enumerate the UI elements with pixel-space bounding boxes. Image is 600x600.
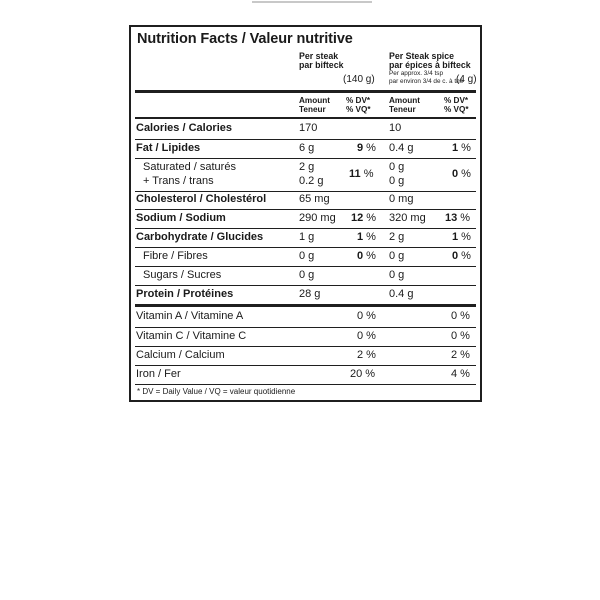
- row-divider: [135, 158, 476, 159]
- spice-approx-en: Per approx. 3/4 tsp: [389, 70, 443, 77]
- spice-sodium-dv: 13 %: [445, 212, 471, 224]
- nutrient-label-fibre: Fibre / Fibres: [143, 250, 208, 262]
- steak-sodium-dv: 12 %: [351, 212, 377, 224]
- steak-carbohydrate-dv: 1 %: [357, 231, 376, 243]
- steak-dv-head: % DV*: [346, 96, 371, 105]
- mineral-label-iron: Iron / Fer: [136, 368, 181, 380]
- label-title: Nutrition Facts / Valeur nutritive: [137, 31, 353, 47]
- spice-protein: 0.4 g: [389, 288, 414, 300]
- row-divider: [135, 365, 476, 366]
- nutrient-label-fat: Fat / Lipides: [136, 142, 201, 154]
- steak-protein: 28 g: [299, 288, 321, 300]
- spice-calories: 10: [389, 122, 402, 134]
- spice-header-fr: par épices à bifteck: [389, 60, 471, 70]
- nutrition-facts-label: [129, 25, 482, 402]
- row-divider: [135, 384, 476, 385]
- steak-vq-head: % VQ*: [346, 105, 371, 114]
- nutrient-label-calories: Calories / Calories: [136, 122, 232, 134]
- spice-fat-dv: 1 %: [452, 142, 471, 154]
- vitamin-label-a: Vitamin A / Vitamine A: [136, 310, 244, 322]
- subheader-divider: [135, 117, 476, 119]
- footnote: * DV = Daily Value / VQ = valeur quotidienne: [137, 387, 296, 396]
- steak-vitamin-c-dv: 0 %: [357, 330, 376, 342]
- row-divider: [135, 228, 476, 229]
- steak-sugars: 0 g: [299, 269, 315, 281]
- steak-saturated-dv: 11 %: [349, 168, 374, 180]
- steak-sodium: 290 mg: [299, 212, 336, 224]
- steak-teneur-head: Teneur: [299, 105, 326, 114]
- spice-dv-head: % DV*: [444, 96, 469, 105]
- spice-fibre-dv: 0 %: [452, 250, 471, 262]
- steak-vitamin-a-dv: 0 %: [357, 310, 376, 322]
- spice-approx-fr: par environ 3/4 de c. à thé: [389, 78, 464, 85]
- row-divider: [135, 346, 476, 347]
- spice-amount-head: Amount: [389, 96, 420, 105]
- steak-fat: 6 g: [299, 142, 315, 154]
- steak-trans: 0.2 g: [299, 175, 324, 187]
- nutrient-label-sodium: Sodium / Sodium: [136, 212, 226, 224]
- nutrient-label-sugars: Sugars / Sucres: [143, 269, 222, 281]
- row-divider: [135, 247, 476, 248]
- spice-carbohydrate: 2 g: [389, 231, 405, 243]
- row-divider: [135, 327, 476, 328]
- steak-saturated: 2 g: [299, 161, 315, 173]
- vitamin-label-c: Vitamin C / Vitamine C: [136, 330, 247, 342]
- spice-sugars: 0 g: [389, 269, 405, 281]
- spice-trans: 0 g: [389, 175, 405, 187]
- header-divider: [135, 90, 476, 93]
- steak-fat-dv: 9 %: [357, 142, 376, 154]
- spice-serving: (4 g): [456, 74, 477, 85]
- spice-teneur-head: Teneur: [389, 105, 416, 114]
- nutrient-label-saturated: Saturated / saturés: [143, 161, 236, 173]
- nutrient-label-trans: + Trans / trans: [143, 175, 214, 187]
- spice-vitamin-c-dv: 0 %: [451, 330, 470, 342]
- steak-fibre: 0 g: [299, 250, 315, 262]
- row-divider: [135, 209, 476, 210]
- spice-vq-head: % VQ*: [444, 105, 469, 114]
- steak-fibre-dv: 0 %: [357, 250, 376, 262]
- spice-vitamin-a-dv: 0 %: [451, 310, 470, 322]
- row-divider: [135, 191, 476, 192]
- spice-sodium: 320 mg: [389, 212, 426, 224]
- spice-calcium-dv: 2 %: [451, 349, 470, 361]
- row-divider: [135, 285, 476, 286]
- steak-serving: (140 g): [343, 74, 375, 85]
- steak-carbohydrate: 1 g: [299, 231, 315, 243]
- steak-header-fr: par bifteck: [299, 60, 344, 70]
- top-edge-mark: [252, 0, 372, 4]
- mineral-label-calcium: Calcium / Calcium: [136, 349, 225, 361]
- steak-cholesterol: 65 mg: [299, 193, 330, 205]
- row-divider: [135, 139, 476, 140]
- spice-saturated-dv: 0 %: [452, 168, 471, 180]
- spice-iron-dv: 4 %: [451, 368, 470, 380]
- steak-calories: 170: [299, 122, 318, 134]
- steak-header-en: Per steak: [299, 51, 339, 61]
- spice-carbohydrate-dv: 1 %: [452, 231, 471, 243]
- spice-header-en: Per Steak spice: [389, 51, 455, 61]
- steak-calcium-dv: 2 %: [357, 349, 376, 361]
- nutrient-label-protein: Protein / Protéines: [136, 288, 234, 300]
- steak-iron-dv: 20 %: [350, 368, 376, 380]
- nutrient-label-cholesterol: Cholesterol / Cholestérol: [136, 193, 267, 205]
- spice-cholesterol: 0 mg: [389, 193, 414, 205]
- spice-fibre: 0 g: [389, 250, 405, 262]
- nutrient-label-carbohydrate: Carbohydrate / Glucides: [136, 231, 264, 243]
- steak-amount-head: Amount: [299, 96, 330, 105]
- spice-saturated: 0 g: [389, 161, 405, 173]
- row-divider: [135, 266, 476, 267]
- spice-fat: 0.4 g: [389, 142, 414, 154]
- vitamin-divider: [135, 304, 476, 307]
